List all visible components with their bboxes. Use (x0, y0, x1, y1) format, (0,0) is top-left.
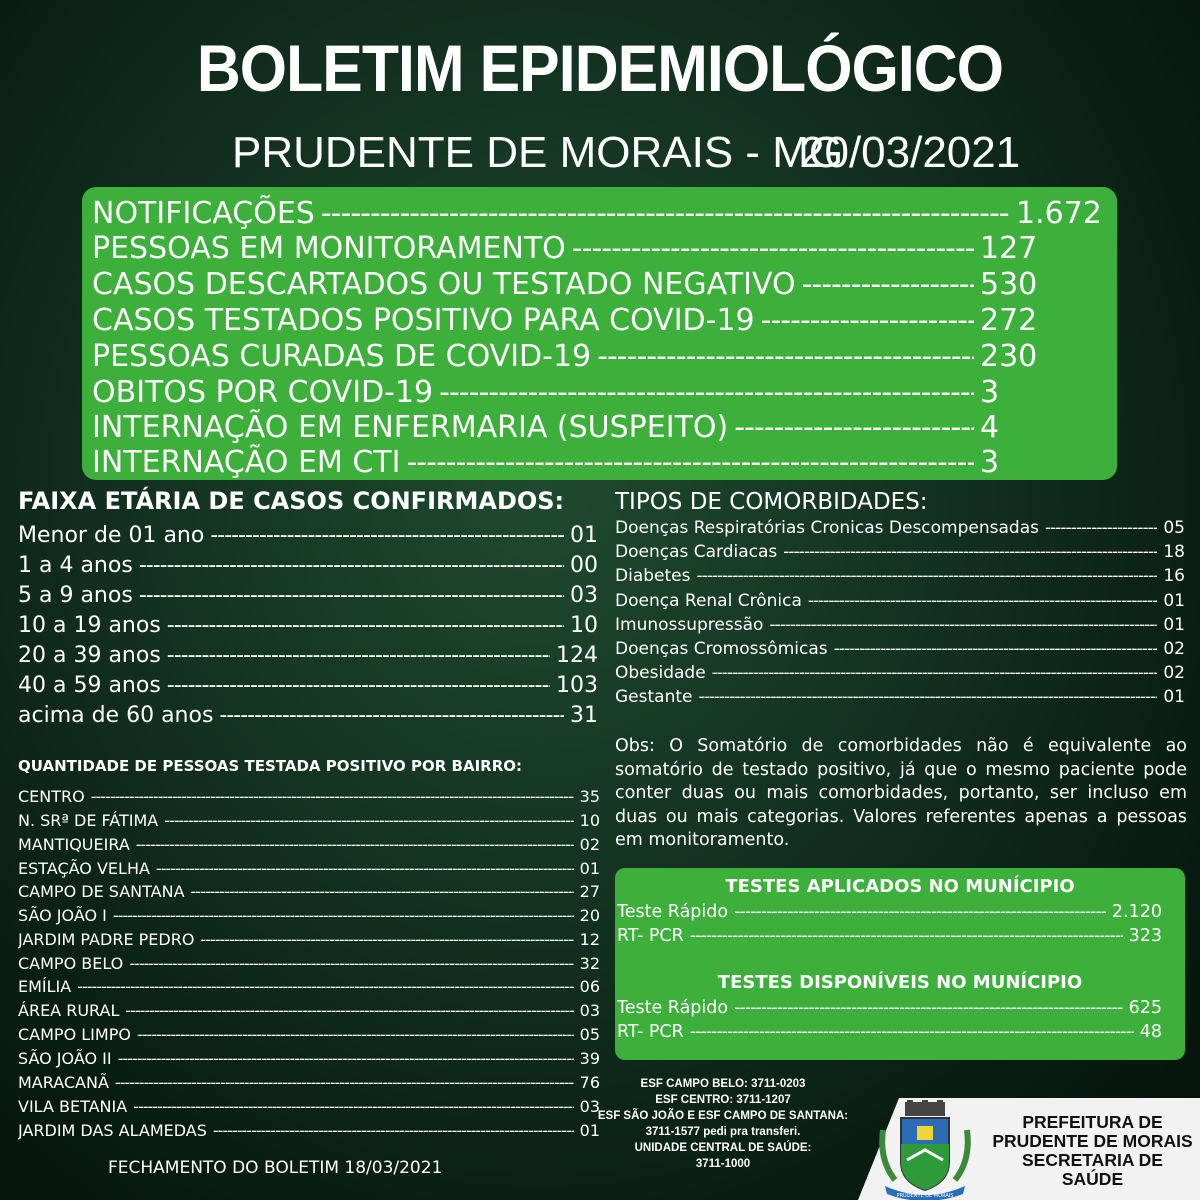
test-label: RT- PCR (617, 1022, 684, 1042)
summary-label: PESSOAS CURADAS DE COVID-19 (92, 338, 592, 374)
bairro-row (18, 974, 600, 998)
bairro-value: 35 (579, 786, 600, 806)
comorbidity-value: 02 (1163, 663, 1185, 683)
summary-value: 272 (980, 302, 1038, 338)
summary-row-obitos (92, 374, 1075, 410)
bairro-value: 01 (579, 1120, 600, 1140)
bairro-label: ÁREA RURAL (18, 1000, 120, 1020)
age-label: 5 a 9 anos (18, 582, 133, 608)
comorbidity-row (615, 589, 1185, 613)
age-row (18, 640, 598, 670)
age-label: 40 a 59 anos (18, 672, 161, 698)
bairro-value: 06 (579, 976, 600, 996)
age-value: 31 (570, 702, 598, 728)
bairro-row (18, 1070, 600, 1094)
bairro-value: 03 (579, 1000, 600, 1020)
bairro-value: 32 (579, 953, 600, 973)
test-label: RT- PCR (617, 926, 684, 946)
test-value: 2.120 (1111, 902, 1162, 922)
prefeitura-line: PREFEITURA DE (1022, 1112, 1163, 1132)
contact-line: 3711-1000 (695, 1158, 751, 1170)
summary-row-enfermaria (92, 409, 1075, 445)
comorbidity-value: 01 (1163, 687, 1185, 707)
comorbidity-value: 02 (1163, 639, 1185, 659)
bairro-value: 03 (579, 1096, 600, 1116)
comorbidity-label: Gestante (615, 687, 693, 707)
age-label: acima de 60 anos (18, 702, 214, 728)
bairro-row (18, 951, 600, 975)
summary-row-descartados (92, 266, 1075, 302)
bairro-value: 39 (579, 1048, 600, 1068)
bairro-section-title: QUANTIDADE DE PESSOAS TESTADA POSITIVO POR BAIRRO: (18, 757, 522, 775)
age-value: 10 (570, 612, 598, 638)
bairro-value: 02 (579, 834, 600, 854)
bairro-label: CENTRO (18, 786, 85, 806)
contact-line: ESF CAMPO BELO: 3711-0203 (640, 1078, 806, 1090)
summary-value: 230 (980, 338, 1038, 374)
bairro-row (18, 856, 600, 880)
contact-line: ESF CENTRO: 3711-1207 (655, 1094, 791, 1106)
summary-row-curadas (92, 338, 1075, 374)
summary-row-notificacoes (92, 195, 1111, 231)
comorbidities-note: Obs: O Somatório de comorbidades não é equivalente ao somatório de testado positivo, já que o mesmo paciente pode conter duas ou mais comorbidades, portanto, ser incluso em duas ou mais categorias. Valores referentes apenas a pessoas em monitoramento. (615, 736, 1187, 850)
age-label: 20 a 39 anos (18, 642, 161, 668)
bairro-label: CAMPO LIMPO (18, 1024, 131, 1044)
bairro-label: JARDIM PADRE PEDRO (18, 929, 195, 949)
comorbidity-value: 16 (1163, 566, 1185, 586)
bairro-label: MANTIQUEIRA (18, 834, 130, 854)
contact-line: UNIDADE CENTRAL DE SAÚDE: (634, 1142, 812, 1154)
bairro-value: 05 (579, 1024, 600, 1044)
bairro-label: N. SRª DE FÁTIMA (18, 810, 159, 830)
comorbidity-label: Doença Renal Crônica (615, 591, 802, 611)
comorbidity-row (615, 540, 1185, 564)
bairro-value: 20 (579, 905, 600, 925)
bairro-row (18, 903, 600, 927)
prefeitura-line: PRUDENTE DE MORAIS (992, 1131, 1193, 1151)
test-value: 48 (1139, 1022, 1162, 1042)
summary-value: 4 (980, 409, 1000, 445)
contact-line: 3711-1577 pedi pra transferi. (645, 1126, 801, 1138)
comorbidity-label: Doenças Cardiacas (615, 542, 778, 562)
tests-available-row (617, 996, 1162, 1020)
bairro-label: JARDIM DAS ALAMEDAS (18, 1120, 207, 1140)
summary-value: 127 (980, 230, 1038, 266)
bairro-label: CAMPO DE SANTANA (18, 881, 185, 901)
comorbidity-row (615, 637, 1185, 661)
health-unit-contacts (588, 1076, 858, 1172)
bairro-value: 10 (579, 810, 600, 830)
bairro-row (18, 784, 600, 808)
age-row (18, 550, 598, 580)
test-label: Teste Rápido (617, 902, 729, 922)
summary-label: CASOS DESCARTADOS OU TESTADO NEGATIVO (92, 266, 796, 302)
age-row (18, 610, 598, 640)
tests-box (615, 868, 1185, 1060)
comorbidity-label: Doenças Cromossômicas (615, 639, 828, 659)
secretaria-line: SECRETARIA DE SAÚDE (1022, 1150, 1163, 1189)
summary-label: OBITOS POR COVID-19 (92, 374, 434, 410)
comorbidity-value: 01 (1163, 615, 1185, 635)
age-value: 01 (570, 522, 598, 548)
tests-available-row (617, 1020, 1162, 1044)
age-value: 03 (570, 582, 598, 608)
bairro-label: SÃO JOÃO II (18, 1048, 112, 1068)
bairro-label: VILA BETANIA (18, 1096, 128, 1116)
prefeitura-label (990, 1113, 1195, 1189)
summary-row-monitoramento (92, 230, 1075, 266)
bairro-row (18, 832, 600, 856)
age-row (18, 670, 598, 700)
summary-value: 3 (980, 444, 1000, 480)
summary-label: INTERNAÇÃO EM CTI (92, 444, 401, 480)
comorbidity-label: Diabetes (615, 566, 691, 586)
summary-box (82, 187, 1117, 480)
tests-applied-row (617, 924, 1162, 948)
bairro-value: 27 (579, 881, 600, 901)
age-row (18, 520, 598, 550)
age-value: 103 (556, 672, 598, 698)
tests-applied-title: TESTES APLICADOS NO MUNÍCIPIO (725, 876, 1075, 897)
comorbidity-row (615, 613, 1185, 637)
test-label: Teste Rápido (617, 998, 729, 1018)
tests-applied-row (617, 900, 1162, 924)
bairro-row (18, 1118, 600, 1142)
bulletin-title: BOLETIM EPIDEMIOLÓGICO (196, 31, 1004, 105)
city-label: PRUDENTE DE MORAIS - MG (232, 128, 844, 177)
summary-label: INTERNAÇÃO EM ENFERMARIA (SUSPEITO) (92, 409, 729, 445)
comorbidity-label: Doenças Respiratórias Cronicas Descompensadas (615, 518, 1039, 538)
bairro-row (18, 879, 600, 903)
summary-value: 530 (980, 266, 1038, 302)
age-section-title: FAIXA ETÁRIA DE CASOS CONFIRMADOS: (18, 487, 565, 515)
age-label: 10 a 19 anos (18, 612, 161, 638)
comorbidity-row (615, 564, 1185, 588)
bairro-row (18, 1046, 600, 1070)
comorbidity-row (615, 661, 1185, 685)
summary-label: NOTIFICAÇÕES (92, 195, 315, 231)
summary-value: 1.672 (1016, 195, 1102, 231)
summary-label: CASOS TESTADOS POSITIVO PARA COVID-19 (92, 302, 755, 338)
bairro-value: 76 (579, 1072, 600, 1092)
bairro-label: MARACANÃ (18, 1072, 109, 1092)
bairro-label: CAMPO BELO (18, 953, 124, 973)
tests-available-title: TESTES DISPONÍVEIS NO MUNÍCIPIO (717, 972, 1083, 993)
comorbidity-row (615, 516, 1185, 540)
age-value: 124 (556, 642, 598, 668)
test-value: 625 (1128, 998, 1162, 1018)
bairro-row (18, 1094, 600, 1118)
bairro-row (18, 927, 600, 951)
crest-banner-text: PRUDENTE DE MORAIS (896, 1193, 954, 1199)
bairro-value: 01 (579, 858, 600, 878)
contact-line: ESF SÃO JOÃO E ESF CAMPO DE SANTANA: (597, 1110, 849, 1122)
city-crest-icon (877, 1100, 973, 1200)
comorbidity-label: Obesidade (615, 663, 706, 683)
bairro-row (18, 1022, 600, 1046)
bulletin-date: 20/03/2021 (800, 128, 1021, 177)
comorbidities-title: TIPOS DE COMORBIDADES: (615, 489, 928, 515)
bairro-row (18, 808, 600, 832)
comorbidity-value: 01 (1163, 591, 1185, 611)
bairro-label: SÃO JOÃO I (18, 905, 107, 925)
test-value: 323 (1128, 926, 1162, 946)
bairro-label: EMÍLIA (18, 976, 72, 996)
bairro-row (18, 998, 600, 1022)
bairro-value: 12 (579, 929, 600, 949)
age-label: Menor de 01 ano (18, 522, 205, 548)
age-row (18, 700, 598, 730)
age-value: 00 (570, 552, 598, 578)
age-row (18, 580, 598, 610)
comorbidity-label: Imunossupressão (615, 615, 764, 635)
age-label: 1 a 4 anos (18, 552, 133, 578)
comorbidity-row (615, 685, 1185, 709)
summary-row-cti (92, 444, 1075, 480)
comorbidity-value: 05 (1163, 518, 1185, 538)
summary-value: 3 (980, 374, 1000, 410)
closing-date: FECHAMENTO DO BOLETIM 18/03/2021 (108, 1158, 443, 1178)
summary-row-positivos (92, 302, 1075, 338)
bairro-label: ESTAÇÃO VELHA (18, 858, 150, 878)
comorbidity-value: 18 (1163, 542, 1185, 562)
summary-label: PESSOAS EM MONITORAMENTO (92, 230, 566, 266)
